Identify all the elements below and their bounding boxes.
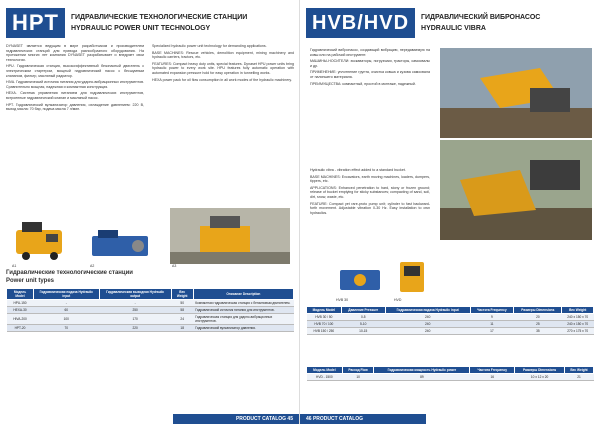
table-row: HVB 150 / 250 10-15 240 17 35 270 x 175 x 70 xyxy=(307,328,594,335)
right-product-code: HVB/HVD xyxy=(306,8,415,38)
table-row: HVB 30 / 50 0-5 240 9 20 240 x 150 x 70 xyxy=(307,314,594,321)
table-row: HVB 70 / 100 5-10 240 11 25 240 x 150 x 70 xyxy=(307,321,594,328)
left-table-title: Гидравлические технологические станции Power unit types xyxy=(6,270,133,284)
vibra-product-hvb xyxy=(336,262,386,296)
table-header-row: Модель Model Гидравлическая подача Hydraulic input Гидравлическая выходная Hydraulic output Вес Weight Описание Description xyxy=(7,289,294,300)
right-title-ru: ГИДРАВЛИЧЕСКИЙ ВИБРОНАСОС xyxy=(421,14,541,21)
power-unit-table xyxy=(6,288,294,332)
vibra-hvd-table xyxy=(306,366,594,381)
right-title-en: HYDRAULIC VIBRA xyxy=(421,25,486,32)
product-photo-hpu xyxy=(10,212,70,262)
vibra-photo-excavator-1 xyxy=(440,48,592,138)
product-photo-hexa xyxy=(88,222,158,262)
table-header-row: Модель Model Давление Pressure Гидравлическая подача Hydraulic input Частота Frequency Размеры Dimensions Вес Weight xyxy=(307,307,594,314)
caption-hvd: HVD xyxy=(394,298,402,302)
left-text-col1: DYNASET является ведущим в мире разработчиком и производителем гидравлических станций для привода разнообразного оборудования. На протяжении многих лет компания DYNASET разрабатывает и внедряет свои технологии. HPU. Гидравлическая станция, высокоэффективный безопасный двигатель с электрическим стартером, мощный гидравлический насос с бесшумным клапаном, фильтр, масляный радиатор. HIVA. Гидравлический источник питания для ударно-вибрационных инструментов. Сравнительно мощная, надежная и компактная конструкция. HEXA. Система управления питанием для гидравлических инструментов, встроенные гидравлический клапан и масляный насос. HPT. Гидравлический вулканизатор давления, охлаждение давлением: 220 В, выход масла: 70 бар, подача масла 7 л/мин. xyxy=(6,44,144,112)
right-page xyxy=(300,0,600,424)
left-text-col2: Specialized hydraulic power unit technology for demanding applications. BASE MACHINES: Rescue vehicles, demolition equipment, mining machinery and hydraulic carriers, tractors, etc. FEATURES: Compact heavy duty units, special features. Dynaset HPU power units bring hydraulic power to every work site. HPU features fully automatic operation with automated expansion pressure hold for easy operation in tunnelling works. HEXA power pack for oil flow consumption in all work modes of the hydraulic machinery. xyxy=(152,44,294,82)
left-title-ru: ГИДРАВЛИЧЕСКИЕ ТЕХНОЛОГИЧЕСКИЕ СТАНЦИИ xyxy=(71,14,248,21)
left-footer: PRODUCT CATALOG 45 xyxy=(173,414,299,424)
product-photo-hiva xyxy=(170,208,290,264)
vibra-table xyxy=(306,306,594,335)
left-title-en: HYDRAULIC POWER UNIT TECHNOLOGY xyxy=(71,25,211,32)
photo-caption-a2: A2 xyxy=(90,264,95,268)
vibra-photo-excavator-2 xyxy=(440,140,592,240)
photo-caption-a3: A3 xyxy=(172,264,177,268)
table-row: HPU-150 - - 50 Компактная гидравлическая станция с бензиновым двигателем. xyxy=(7,300,294,307)
right-text-col2: Hydraulic vibra - vibration effect added to a standard bucket. BASE MACHINES: Excavators, earth moving machines, loaders, dumpers, tippers, etc. APPLICATIONS: Enhanced penetration to hard, stony or frozen ground; release of bucket emptying for sticky substances; compacting of sand, soil, dirt, snow, waste, etc. FEATURE: Compact yet rare-proto pump unit; cylinder to fast backward-forth movement. Adjustable vibration 0-30 Hz. Easy installation to own hydraulics. xyxy=(310,168,430,215)
right-footer: 46 PRODUCT CATALOG xyxy=(300,414,426,424)
photo-caption-a1: A1 xyxy=(12,264,17,268)
table-header-row: Модель Model Расход Flow Гидравлическая мощность Hydraulic power Частота Frequency Размеры Dimensions Вес Weight xyxy=(307,367,594,374)
caption-hvb30: HVB 30 xyxy=(336,298,349,302)
table-row: HEXA-30 60 250 58 Гидравлический источник питания для инструментов. xyxy=(7,307,294,314)
table-row: HIVA-200 100 170 24 Гидравлическая станция для ударно-вибрационных инструментов. xyxy=(7,314,294,325)
table-row: HVD - 1500 10 89 16 10 x 12 x 20 21 xyxy=(307,374,594,381)
left-header xyxy=(6,6,247,40)
table-row: HPT-20 70 220 18 Гидравлический вулканизатор давления. xyxy=(7,325,294,332)
right-header xyxy=(306,6,540,40)
vibra-product-hvd xyxy=(392,256,432,296)
left-product-code: HPT xyxy=(6,8,65,38)
right-text-col1: Гидравлический вибронасос, создающий вибрацию, передаваемую на ковш или на рабочий инструмент. МАШИНЫ-НОСИТЕЛИ: экскаваторы, погрузчики, тракторы, самосвалы и др. ПРИМЕНЕНИЕ: уплотнение грунта, очистка ковша и кузова самосвала от налипшего материала. ПРЕИМУЩЕСТВА: компактный, простой в монтаже, надежный. xyxy=(310,48,430,86)
